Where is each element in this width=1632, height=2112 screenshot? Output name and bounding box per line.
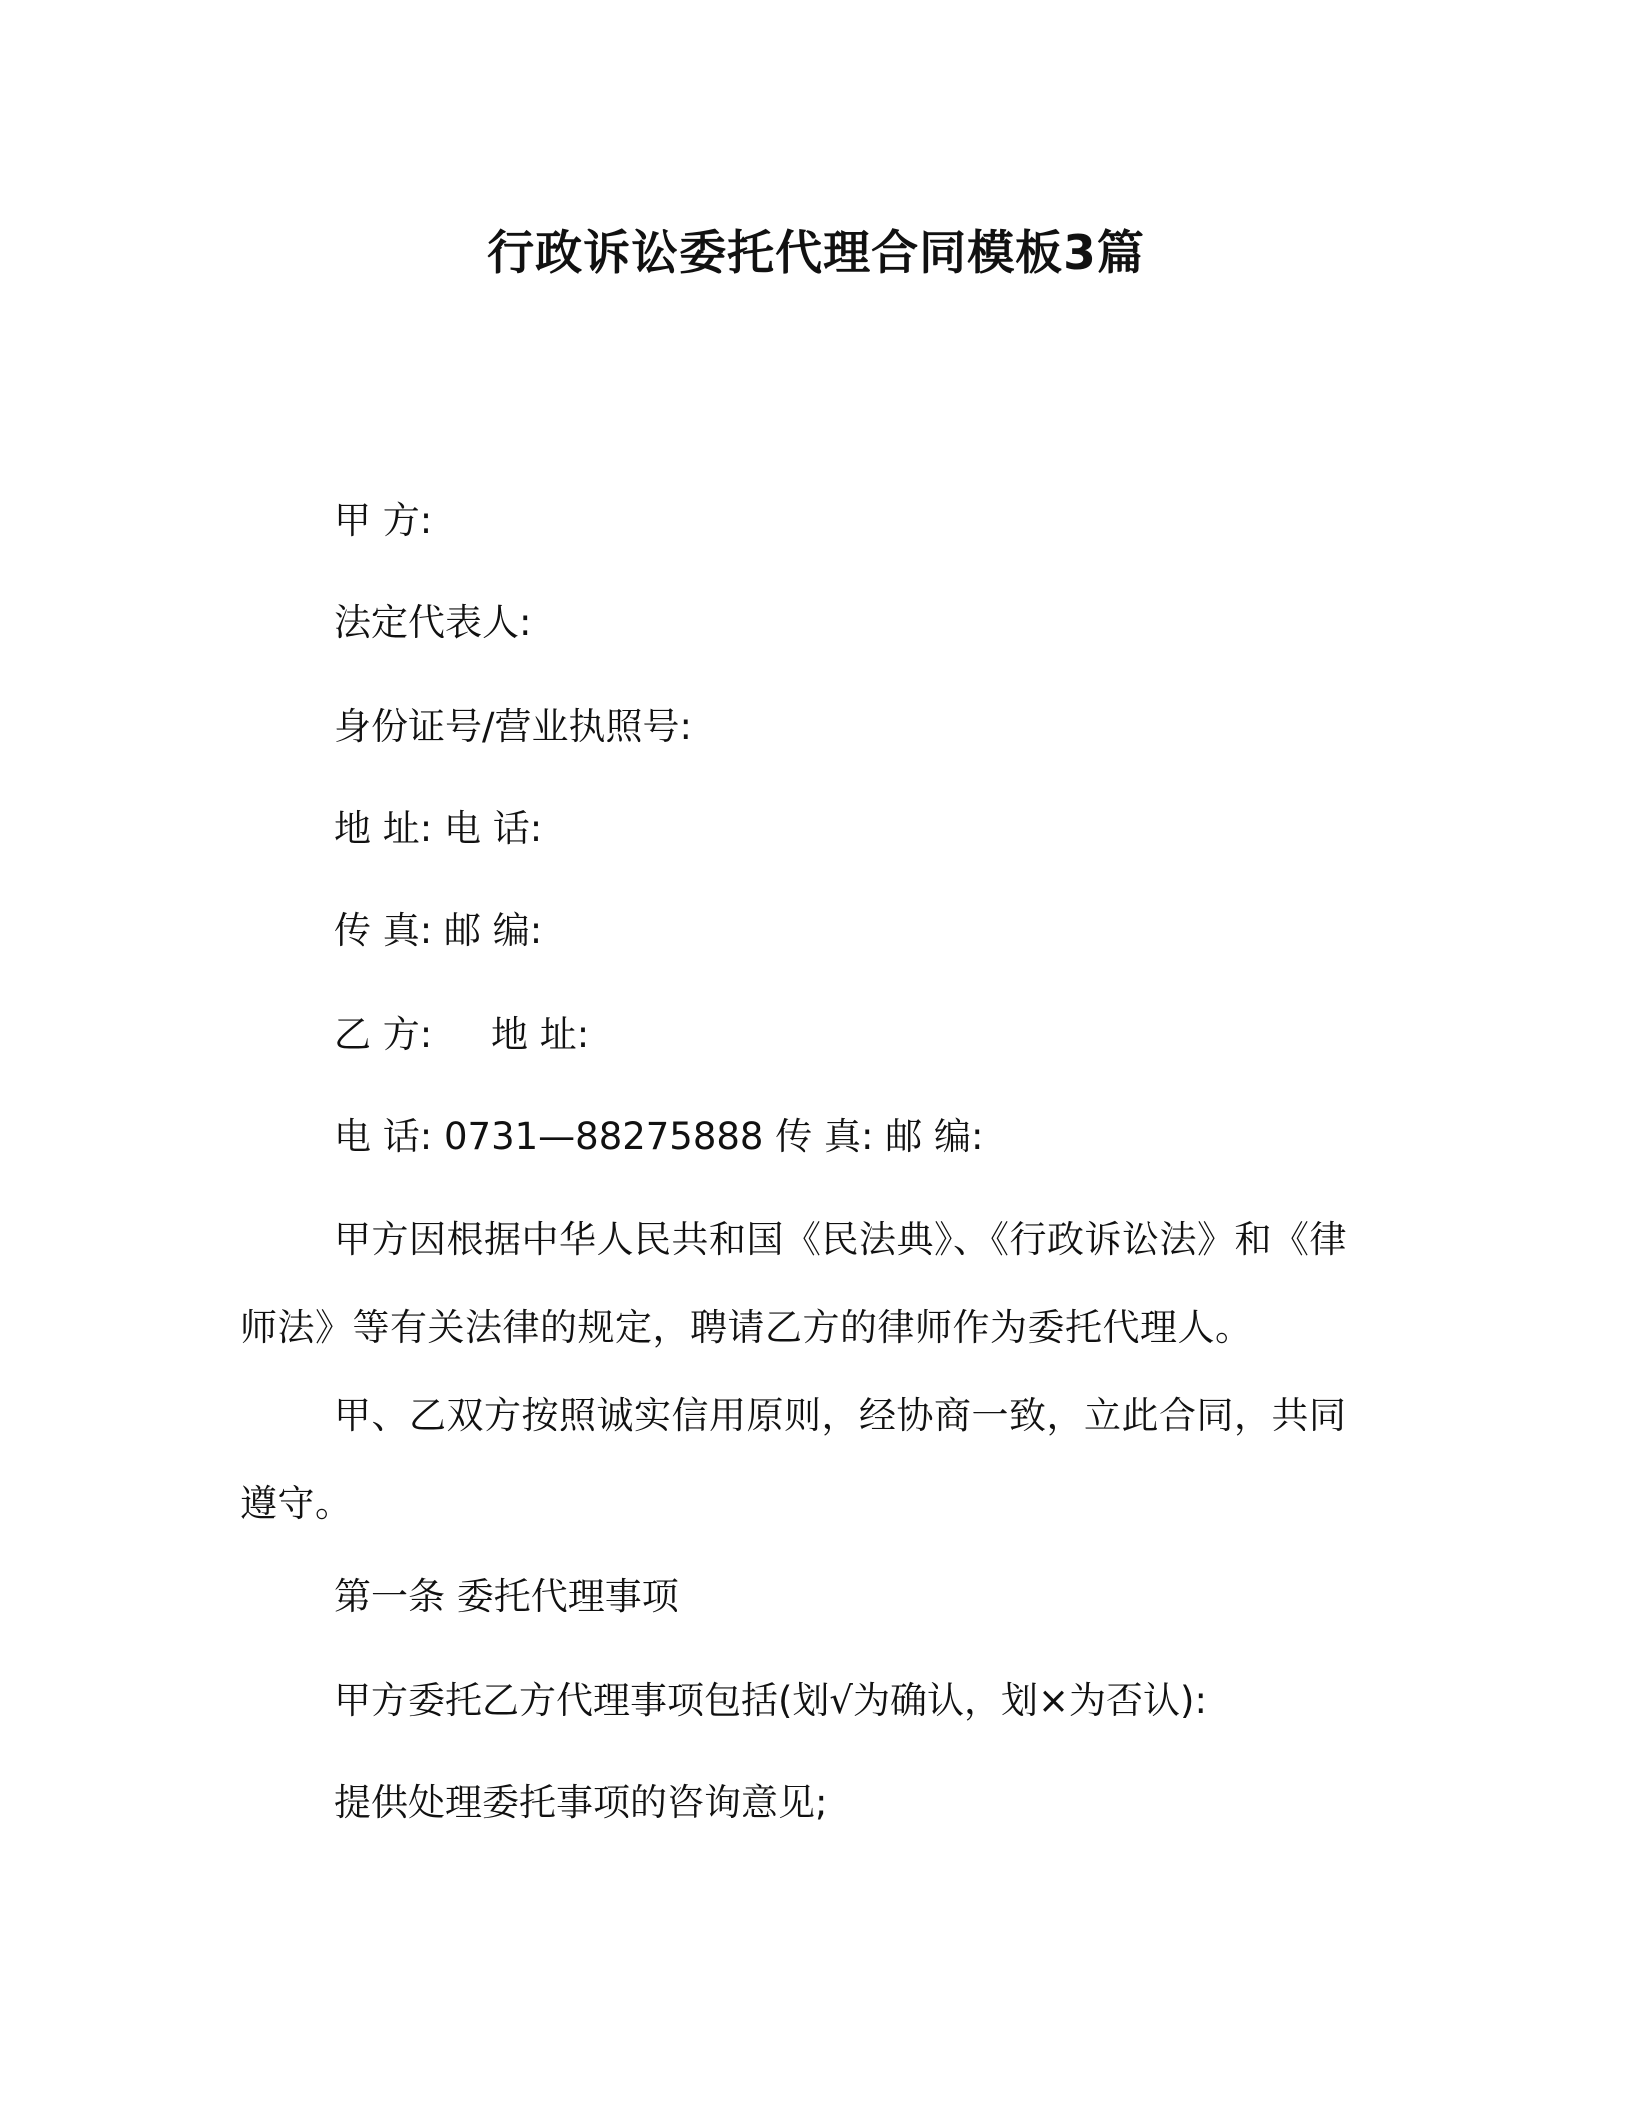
paragraph-appointment: 甲方因根据中华人民共和国《民法典》、《行政诉讼法》和《律师法》等有关法律的规定，聘请乙方的律师作为委托代理人。	[240, 1218, 1347, 1349]
paragraph-agreement: 甲、乙双方按照诚实信用原则，经协商一致，立此合同，共同遵守。	[240, 1394, 1347, 1525]
address-phone-field: 地 址: 电 话:	[334, 807, 543, 850]
document-title: 行政诉讼委托代理合同模板3篇	[487, 226, 1145, 281]
article-1-intro: 甲方委托乙方代理事项包括(划√为确认，划×为否认):	[334, 1679, 1207, 1722]
party-b-address-field: 乙 方: 地 址:	[334, 1013, 590, 1056]
fax-postcode-field: 传 真: 邮 编:	[334, 909, 543, 952]
id-license-field: 身份证号/营业执照号:	[334, 705, 692, 748]
article-1-heading: 第一条 委托代理事项	[334, 1575, 679, 1618]
article-1-item-consultation: 提供处理委托事项的咨询意见;	[334, 1781, 828, 1824]
legal-representative-field: 法定代表人:	[334, 601, 532, 644]
phone-fax-postcode-field: 电 话: 0731—88275888 传 真: 邮 编:	[334, 1115, 984, 1158]
party-a-field: 甲 方:	[334, 499, 433, 542]
